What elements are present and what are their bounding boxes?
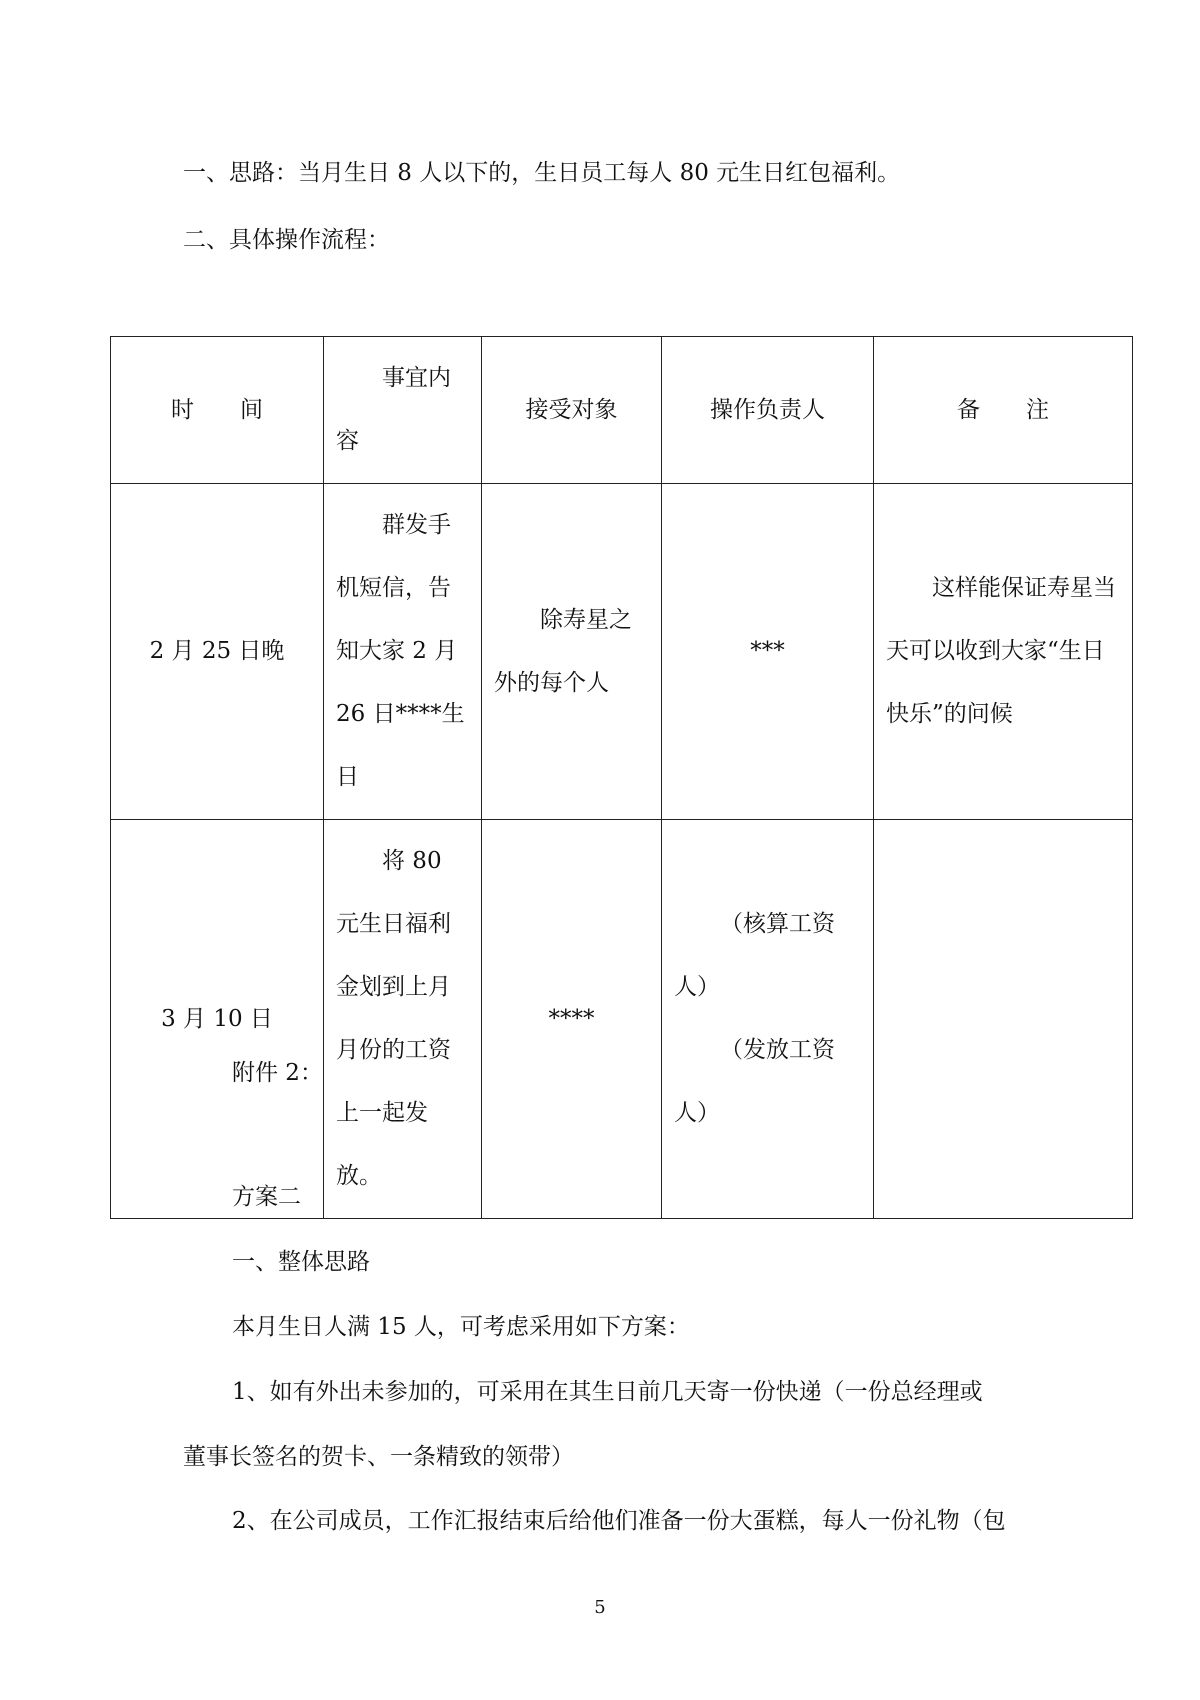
- page-number: 5: [594, 1597, 606, 1618]
- cell-target: 除寿星之外的每个人: [482, 484, 662, 820]
- cell-note: 这样能保证寿星当天可以收到大家“生日快乐”的问候: [874, 484, 1133, 820]
- cell-owner: [662, 820, 874, 1219]
- attachment-label: 附件 2：: [232, 1060, 323, 1086]
- header-time: 时 间: [111, 337, 324, 484]
- header-owner: 操作负责人: [662, 337, 874, 484]
- cell-content: 将 80 元生日福利金划到上月月份的工资上一起发放。: [324, 820, 482, 1219]
- plan-two-title: 方案二: [232, 1184, 301, 1210]
- table-header-row: [111, 337, 1133, 484]
- cell-target: ****: [482, 820, 662, 1219]
- item-1-line-2: 董事长签名的贺卡、一条精致的领带）: [183, 1444, 574, 1470]
- procedure-heading: 二、具体操作流程：: [183, 227, 390, 253]
- header-note: 备 注: [874, 337, 1133, 484]
- cell-note: [874, 820, 1133, 1219]
- intro-line: 本月生日人满 15 人，可考虑采用如下方案：: [232, 1314, 690, 1340]
- item-2-line-1: 2、在公司成员，工作汇报结束后给他们准备一份大蛋糕，每人一份礼物（包: [232, 1508, 1006, 1534]
- owner-accounting: （核算工资人）: [674, 911, 835, 1000]
- cell-time: 3 月 10 日: [111, 820, 324, 1219]
- cell-time: 2 月 25 日晚: [111, 484, 324, 820]
- header-content: 事宜内容: [324, 337, 482, 484]
- overall-heading: 一、整体思路: [232, 1249, 370, 1275]
- table-row: [111, 820, 1133, 1219]
- cell-owner: ***: [662, 484, 874, 820]
- owner-payout: （发放工资人）: [674, 1037, 835, 1126]
- cell-content: 群发手机短信，告知大家 2 月 26 日****生日: [324, 484, 482, 820]
- approach-line: 一、思路：当月生日 8 人以下的，生日员工每人 80 元生日红包福利。: [183, 160, 901, 186]
- header-target: 接受对象: [482, 337, 662, 484]
- item-1-line-1: 1、如有外出未参加的，可采用在其生日前几天寄一份快递（一份总经理或: [232, 1379, 983, 1405]
- table-row: [111, 484, 1133, 820]
